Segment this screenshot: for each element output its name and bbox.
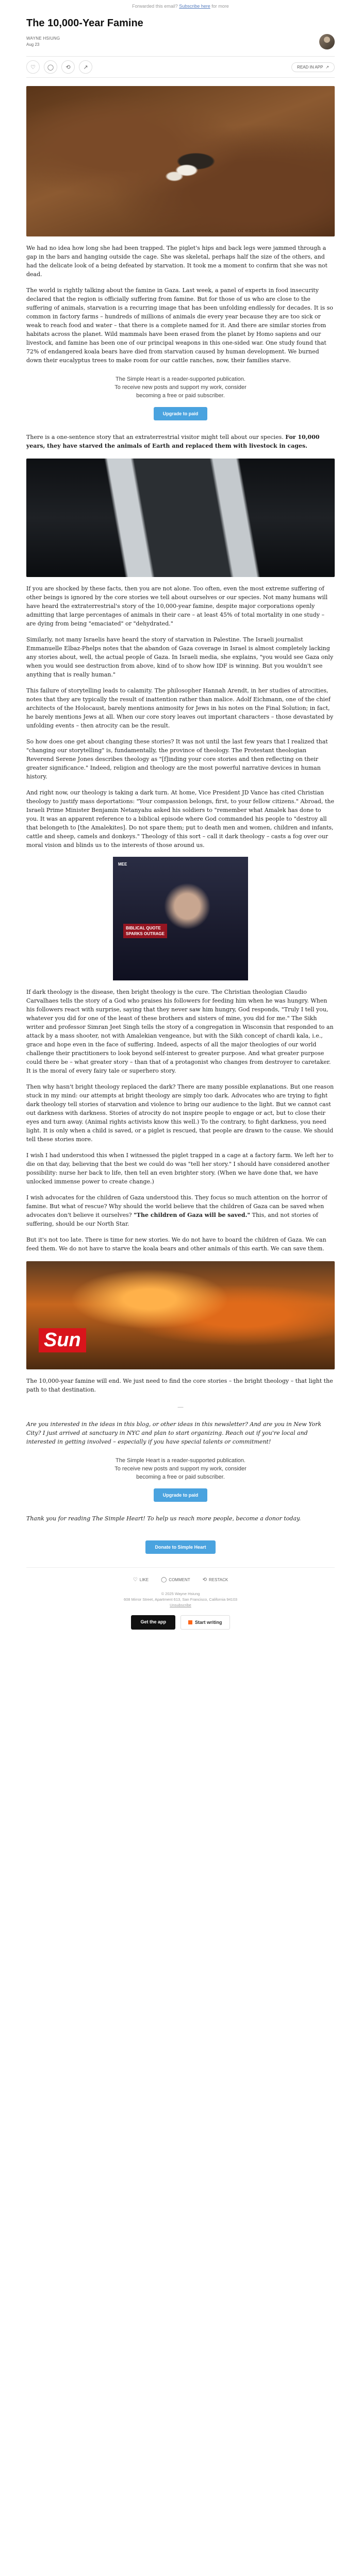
- paragraph: And right now, our theology is taking a dark turn. At home, Vice President JD Vance has cited Christian theology to justify mass deportations: "Your compassion belongs, first, to your fellow citizens." Abroad, the Israeli Prime Minister Benjamin Netanyahu asked his soldiers to "remember what Amalek has done to you. It was an apparent reference to a biblical episode where God commanded his people to "destroy all that belongeth to [the Amalekites]. Do not spare them; put to death men and women, children and infants, cattle and sheep, camels and donkeys." Theology of this sort – call it dark theology – casts a fog over our moral vision and blinds us to the interests of those around us.: [26, 789, 334, 849]
- paragraph-italic: Thank you for reading The Simple Heart! To help us reach more people, become a donor today.: [26, 1515, 301, 1522]
- subscribe-line: To receive new posts and support my work, consider: [114, 384, 247, 391]
- post-date: Aug 23: [26, 42, 40, 47]
- paragraph-bold: "The children of Gaza will be saved.": [134, 1212, 251, 1218]
- byline: [26, 31, 335, 52]
- forwarded-after: for more: [211, 4, 229, 9]
- heart-icon: ♡: [133, 1577, 138, 1583]
- subscribe-line: becoming a free or paid subscriber.: [136, 393, 225, 399]
- start-writing-label: Start writing: [195, 1620, 222, 1625]
- donate-box: [26, 1533, 335, 1554]
- heart-icon[interactable]: ♡: [26, 60, 40, 74]
- footer-restack[interactable]: [203, 1577, 228, 1583]
- footer-actions: [26, 1567, 335, 1583]
- comment-icon[interactable]: ◯: [44, 60, 57, 74]
- subscribe-line: The Simple Heart is a reader-supported publication.: [116, 376, 245, 382]
- subscribe-link[interactable]: Subscribe here: [179, 4, 210, 9]
- subscribe-line: To receive new posts and support my work, consider: [114, 1466, 247, 1472]
- video-logo: MEE: [118, 862, 127, 867]
- copyright: © 2025 Wayne Hsiung: [161, 1591, 200, 1596]
- author-avatar[interactable]: [319, 34, 335, 49]
- subscribe-line: The Simple Heart is a reader-supported publication.: [116, 1458, 245, 1464]
- restack-icon[interactable]: ⟲: [61, 60, 75, 74]
- author-name[interactable]: WAYNE HSIUNG: [26, 36, 60, 41]
- paragraph: The 10,000-year famine will end. We just need to find the core stories – the bright theology – that light the path to that destination.: [26, 1378, 333, 1393]
- post-container: [26, 18, 335, 1630]
- paragraph: I wish I had understood this when I witnessed the piglet trapped in a cage at a factory farm. We left her to die on that day, believing that the best we could do was "tell her story." I should have considered another possibility: nurse her back to life, then tell an even brighter story. (When we have done that, we have unlocked immense power to create change.): [26, 1152, 334, 1185]
- arrow-icon: ↗: [325, 64, 329, 70]
- forwarded-text: Forwarded this email?: [132, 4, 178, 9]
- start-writing-button[interactable]: [180, 1615, 230, 1630]
- paragraph: Then why hasn't bright theology replaced the dark? There are many possible explanations. But one reason stuck in my mind: our attempts at bright theology are simply too dark. Advocates who are trying to fight dark theology tell stories of starvation and violence to bring our audience to the light. But we cannot cast out darkness with darkness. Stories of atrocity do not inspire people to engage or act, but to close their eyes and turn away. (Animal rights activists know this well.) To the contrary, to fight darkness, you need light. It is only when a child is saved, or a piglet is rescued, that people are drawn to the cause. We should tell these stories more.: [26, 1083, 334, 1143]
- footer-address: [26, 1591, 335, 1608]
- post-title[interactable]: The 10,000-Year Famine: [26, 18, 143, 29]
- paragraph: So how does one get about changing these stories? It was not until the last few years that I realized that "changing our storytelling" is, fundamentally, the province of theology. The Protestant theologian Reverend Serene Jones describes theology as "[f]inding your core stories and then reflecting on their greater significance." Indeed, religion and theology are the most powerful narrative devices in human history.: [26, 738, 328, 780]
- piglet-photo[interactable]: [26, 86, 335, 236]
- divider: —: [177, 1403, 184, 1411]
- paragraph: But it's not too late. There is time for new stories. We do not have to board the children of Gaza. We can feed them. We do not have to starve the koala bears and other animals of this earth. We can save them.: [26, 1236, 326, 1252]
- unsubscribe-link[interactable]: Unsubscribe: [170, 1603, 191, 1607]
- subscribe-line: becoming a free or paid subscriber.: [136, 1474, 225, 1480]
- footer-like-label: LIKE: [139, 1578, 149, 1582]
- paragraph-italic: Are you interested in the ideas in this blog, or other ideas in this newsletter? And are you in New York City? I just arrived at sanctuary in NYC and plan to start organizing. Reach out if you're local and interested in getting involved – especially if you have special talents or commitment!: [26, 1421, 322, 1445]
- footer-like[interactable]: [133, 1577, 149, 1583]
- action-icons: [26, 60, 92, 74]
- get-the-app-button[interactable]: Get the app: [131, 1615, 175, 1630]
- post-actions: [26, 56, 335, 78]
- video-caption: BIBLICAL QUOTE SPARKS OUTRAGE: [123, 924, 167, 938]
- paragraph-text: This, and not stories of suffering, should be our North Star.: [26, 1212, 318, 1227]
- paragraph: Similarly, not many Israelis have heard the story of starvation in Palestine. The Israeli journalist Emmanuelle Elbaz-Phelps notes that the abandon of Gaza coverage in Israel is almost completely lacking any stories about, well, the actual people of Gaza. In Israeli media, she explains, "you would see Gaza only when you would see destruction from above, kind of to show how IDF is winning. But you wouldn't see anything that is really human.": [26, 636, 334, 678]
- donate-button[interactable]: Donate to Simple Heart: [145, 1540, 215, 1554]
- paragraph: [26, 433, 335, 450]
- byline-text: [26, 36, 60, 48]
- footer-comment-label: COMMENT: [169, 1578, 190, 1582]
- paragraph: If dark theology is the disease, then bright theology is the cure. The Christian theologian Claudio Carvalhaes tells the story of a God who praises his followers for feeding him when he was hungry. When his followers react with surprise, saying that they never saw him hungry, God responds, "Truly I tell you, whatever you did for one of the least of these brothers and sisters of mine, you did for me." The Sikh writer and professor Simran Jeet Singh tells the story of a congregation in Wisconsin that responded to an attack by a mass shooter, not with Amalekian vengeance, but with the Sikh concept of chardi kala, i.e., grace and hope even in the face of suffering. Indeed, aspects of all the major theologies of our world challenge their practitioners to look beyond self-interest to greater purpose. And what greater purpose could there be – what greater story – than that of a protagonist who changes from destroyer to caretaker. It is the moral of every fairy tale or superhero story.: [26, 989, 334, 1074]
- comment-icon: ◯: [161, 1577, 167, 1583]
- share-icon[interactable]: ↗: [79, 60, 92, 74]
- video-embed[interactable]: [113, 857, 248, 980]
- paragraph: We had no idea how long she had been trapped. The piglet's hips and back legs were jammed through a gap in the bars and hanging outside the cage. She was skeletal, perhaps half the size of the others, and had the delicate look of a being defeated by starvation. It took me a moment to confirm that she was not dead.: [26, 245, 327, 278]
- paragraph-bold: For 10,000 years, they have starved the animals of Earth and replaced them with livestock in cages.: [26, 434, 320, 449]
- subscribe-box: [26, 1456, 335, 1502]
- sun-photo[interactable]: [26, 1261, 335, 1369]
- read-in-app-button[interactable]: [291, 62, 335, 72]
- address: 608 Mirror Street, Apartment 613, San Francisco, California 94103: [123, 1597, 238, 1602]
- restack-icon: ⟲: [202, 1577, 207, 1583]
- sun-logo: Sun: [39, 1328, 86, 1352]
- paragraph: If you are shocked by these facts, then you are not alone. Too often, even the most extreme suffering of other beings is ignored by the core stories we tell about ourselves or our species. Not many humans will have heard the extraterrestrial's story of the 10,000-year famine, despite major corporations openly admitting that large percentages of animals in their care – at least 45% of total mortality in one study – are dying from being "emaciated" or "dehydrated.": [26, 585, 328, 627]
- upgrade-to-paid-button[interactable]: Upgrade to paid: [154, 1488, 208, 1502]
- paragraph-text: There is a one-sentence story that an extraterrestrial visitor might tell about our species.: [26, 434, 284, 440]
- forwarded-banner: [0, 0, 361, 12]
- phone-photo[interactable]: [26, 459, 335, 577]
- footer-buttons: [26, 1615, 335, 1630]
- paragraph: This failure of storytelling leads to calamity. The philosopher Hannah Arendt, in her studies of atrocities, notes that they are typically the result of inattention rather than malice. Adolf Eichmann, one of the chief architects of the Holocaust, barely mentions animosity for Jews in his notes on the Final Solution; in fact, he barely mentions Jews at all. When our core story leaves out important characters – those devastated by unfolding events – then atrocity can be the result.: [26, 687, 334, 729]
- upgrade-to-paid-button[interactable]: Upgrade to paid: [154, 407, 208, 420]
- paragraph-text: I wish advocates for the children of Gaza understood this. They focus so much attention on the horror of famine. But what of rescue? Why should the world believe that the children of Gaza can be saved when advocates don't believe it ourselves?: [26, 1194, 327, 1218]
- substack-icon: [188, 1620, 192, 1624]
- footer-comment[interactable]: [161, 1577, 190, 1583]
- footer-restack-label: RESTACK: [209, 1578, 228, 1582]
- paragraph: The world is rightly talking about the famine in Gaza. Last week, a panel of experts in food insecurity declared that the region is officially suffering from famine. But for those of us who are close to the suffering of animals, starvation is a recurring image that has been unfolding endlessly for decades. It is so common in factory farms – hundreds of millions of animals die every year because they are too sick or weak to reach food and water – that there is a complete named for it. And there are similar stories from habitats across the planet. Wild mammals have been erased from the planet by Homo sapiens and our livestock, and famine has been one of our principal weapons in this one-sided war. One study found that 72% of endangered koala bears have died from starvation caused by human development. We burned down their eucalyptus trees to make room for our cattle ranches, now, their families starve.: [26, 287, 333, 364]
- paragraph: [26, 1193, 335, 1228]
- read-in-app-label: READ IN APP: [297, 64, 323, 70]
- subscribe-box: [26, 375, 335, 420]
